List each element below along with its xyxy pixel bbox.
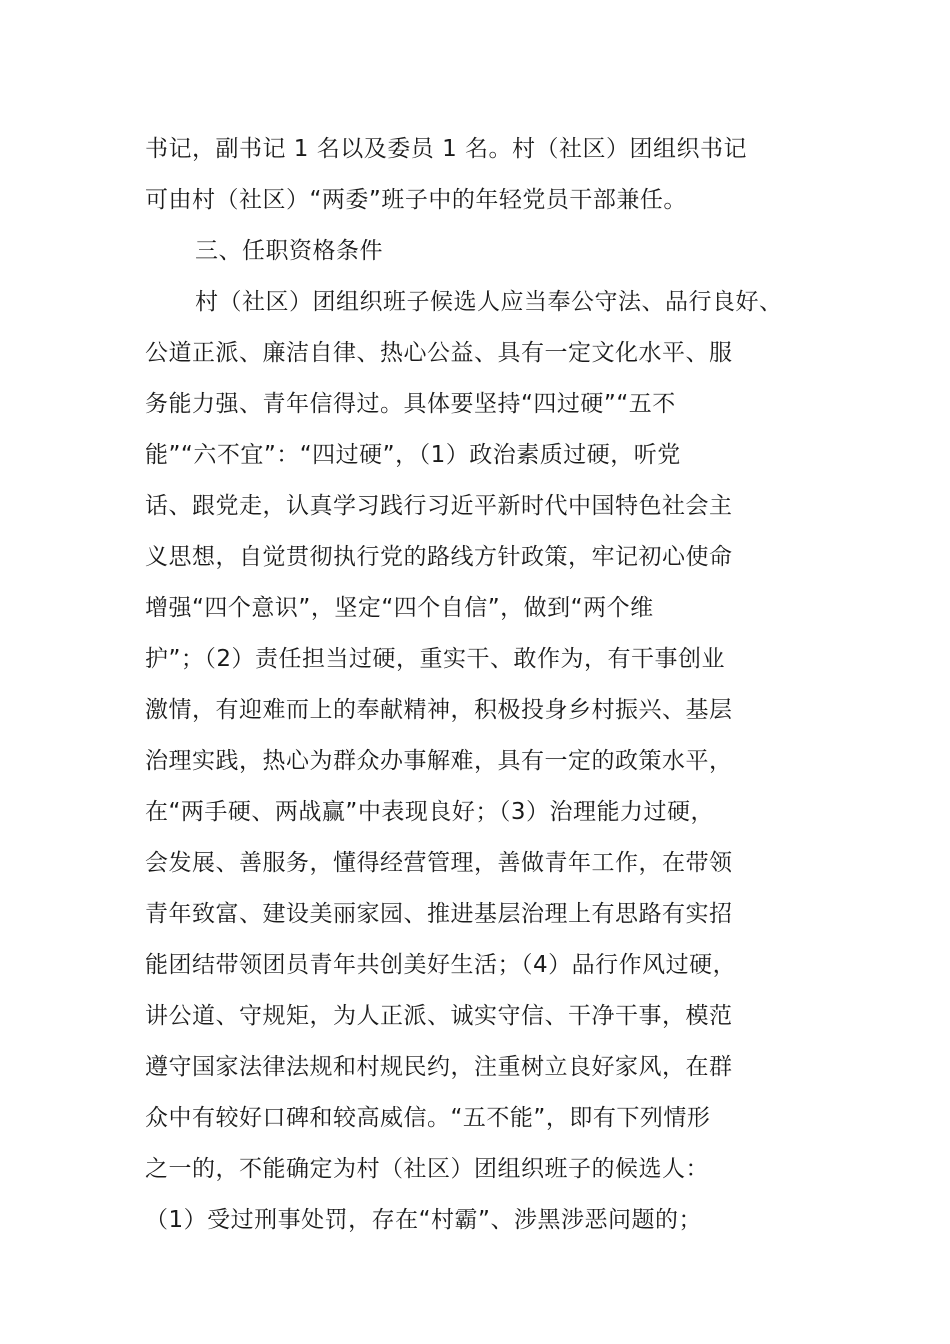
text-line: 讲公道、守规矩，为人正派、诚实守信、干净干事，模范 xyxy=(145,1003,733,1029)
text-line: 之一的，不能确定为村（社区）团组织班子的候选人： xyxy=(145,1156,709,1182)
text-line: 在“两手硬、两战赢”中表现良好；（3）治理能力过硬， xyxy=(145,799,714,825)
section-heading: 三、任职资格条件 xyxy=(195,238,383,264)
text-line: 能”“六不宜”：“四过硬”，（1）政治素质过硬，听党 xyxy=(145,442,681,468)
text-line: 会发展、善服务，懂得经营管理，善做青年工作，在带领 xyxy=(145,850,733,876)
text-line: 书记，副书记 1 名以及委员 1 名。村（社区）团组织书记 xyxy=(145,136,748,162)
text-line: 公道正派、廉洁自律、热心公益、具有一定文化水平、服 xyxy=(145,340,733,366)
text-line: 护”；（2）责任担当过硬，重实干、敢作为，有干事创业 xyxy=(145,646,726,672)
text-line: 激情，有迎难而上的奉献精神，积极投身乡村振兴、基层 xyxy=(145,697,733,723)
text-line: 村（社区）团组织班子候选人应当奉公守法、品行良好、 xyxy=(195,289,783,315)
text-line: 青年致富、建设美丽家园、推进基层治理上有思路有实招 xyxy=(145,901,733,927)
text-line: 务能力强、青年信得过。具体要坚持“四过硬”“五不 xyxy=(145,391,676,417)
text-line: 遵守国家法律法规和村规民约，注重树立良好家风，在群 xyxy=(145,1054,733,1080)
text-line: 众中有较好口碑和较高威信。“五不能”，即有下列情形 xyxy=(145,1105,711,1131)
text-line: （1）受过刑事处罚，存在“村霸”、涉黑涉恶问题的； xyxy=(145,1207,702,1233)
text-line: 增强“四个意识”，坚定“四个自信”，做到“两个维 xyxy=(145,595,654,621)
text-line: 能团结带领团员青年共创美好生活；（4）品行作风过硬， xyxy=(145,952,737,978)
text-line: 可由村（社区）“两委”班子中的年轻党员干部兼任。 xyxy=(145,187,687,213)
text-line: 话、跟党走，认真学习践行习近平新时代中国特色社会主 xyxy=(145,493,733,519)
text-line: 治理实践，热心为群众办事解难，具有一定的政策水平， xyxy=(145,748,733,774)
text-line: 义思想，自觉贯彻执行党的路线方针政策，牢记初心使命 xyxy=(145,544,733,570)
